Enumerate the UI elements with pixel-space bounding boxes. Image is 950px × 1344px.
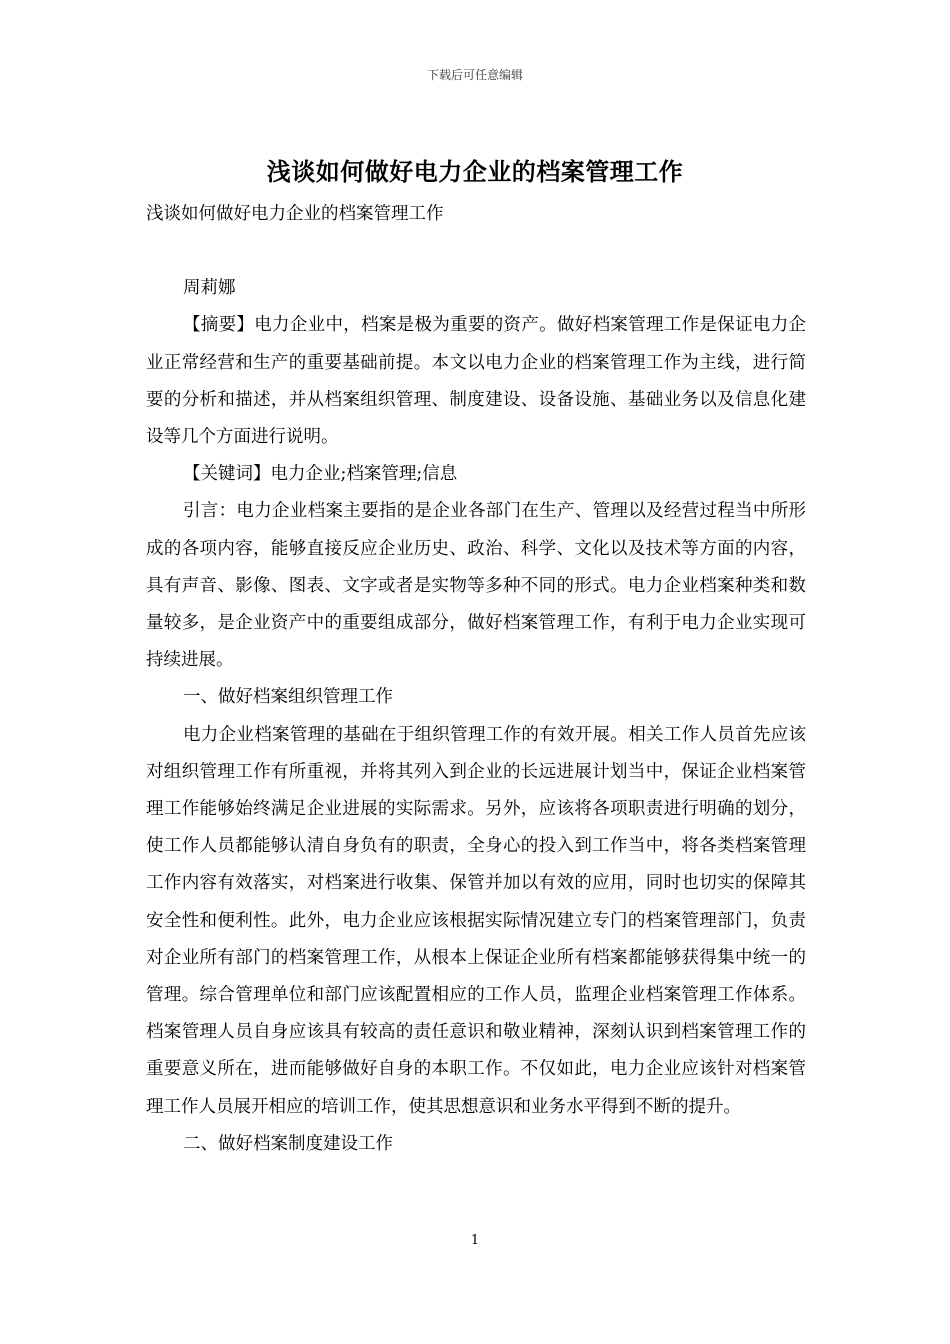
section1-body: 电力企业档案管理的基础在于组织管理工作的有效开展。相关工作人员首先应该对组织管理工作有所重视，并将其列入到企业的长远进展计划当中，保证企业档案管理工作能够始终满足企业进展的实际需求。另外，应该将各项职责进行明确的划分，使工作人员都能够认清自身负有的职责，全身心的投入到工作当中，将各类档案管理工作内容有效落实，对档案进行收集、保管并加以有效的应用，同时也切实的保障其安全性和便利性。此外，电力企业应该根据实际情况建立专门的档案管理部门，负责对企业所有部门的档案管理工作，从根本上保证企业所有档案都能够获得集中统一的管理。综合管理单位和部门应该配置相应的工作人员，监理企业档案管理工作体系。档案管理人员自身应该具有较高的责任意识和敬业精神，深刻认识到档案管理工作的重要意义所在，进而能够做好自身的本职工作。不仅如此，电力企业应该针对档案管理工作人员展开相应的培训工作，使其思想意识和业务水平得到不断的提升。 bbox=[146, 724, 806, 1117]
document-body bbox=[146, 196, 806, 1163]
header-note: 下载后可任意编辑 bbox=[426, 68, 523, 82]
abstract-paragraph: 【摘要】电力企业中，档案是极为重要的资产。做好档案管理工作是保证电力企业正常经营和生产的重要基础前提。本文以电力企业的档案管理工作为主线，进行简要的分析和描述，并从档案组织管理、制度建设、设备设施、基础业务以及信息化建设等几个方面进行说明。 bbox=[146, 315, 806, 448]
subtitle: 浅谈如何做好电力企业的档案管理工作 bbox=[146, 204, 444, 224]
author: 周莉娜 bbox=[183, 278, 236, 299]
page-title: 浅谈如何做好电力企业的档案管理工作 bbox=[266, 157, 684, 186]
intro-paragraph: 引言：电力企业档案主要指的是企业各部门在生产、管理以及经营过程当中所形成的各项内容，能够直接反应企业历史、政治、科学、文化以及技术等方面的内容，具有声音、影像、图表、文字或者是实物等多种不同的形式。电力企业档案种类和数量较多，是企业资产中的重要组成部分，做好档案管理工作，有利于电力企业实现可持续进展。 bbox=[146, 501, 806, 671]
blank-line bbox=[146, 233, 806, 270]
section2-heading: 二、做好档案制度建设工作 bbox=[183, 1133, 393, 1154]
keywords-paragraph: 【关键词】电力企业;档案管理;信息 bbox=[183, 464, 458, 485]
page-number: 1 bbox=[470, 1233, 480, 1248]
section1-heading: 一、做好档案组织管理工作 bbox=[183, 687, 393, 708]
